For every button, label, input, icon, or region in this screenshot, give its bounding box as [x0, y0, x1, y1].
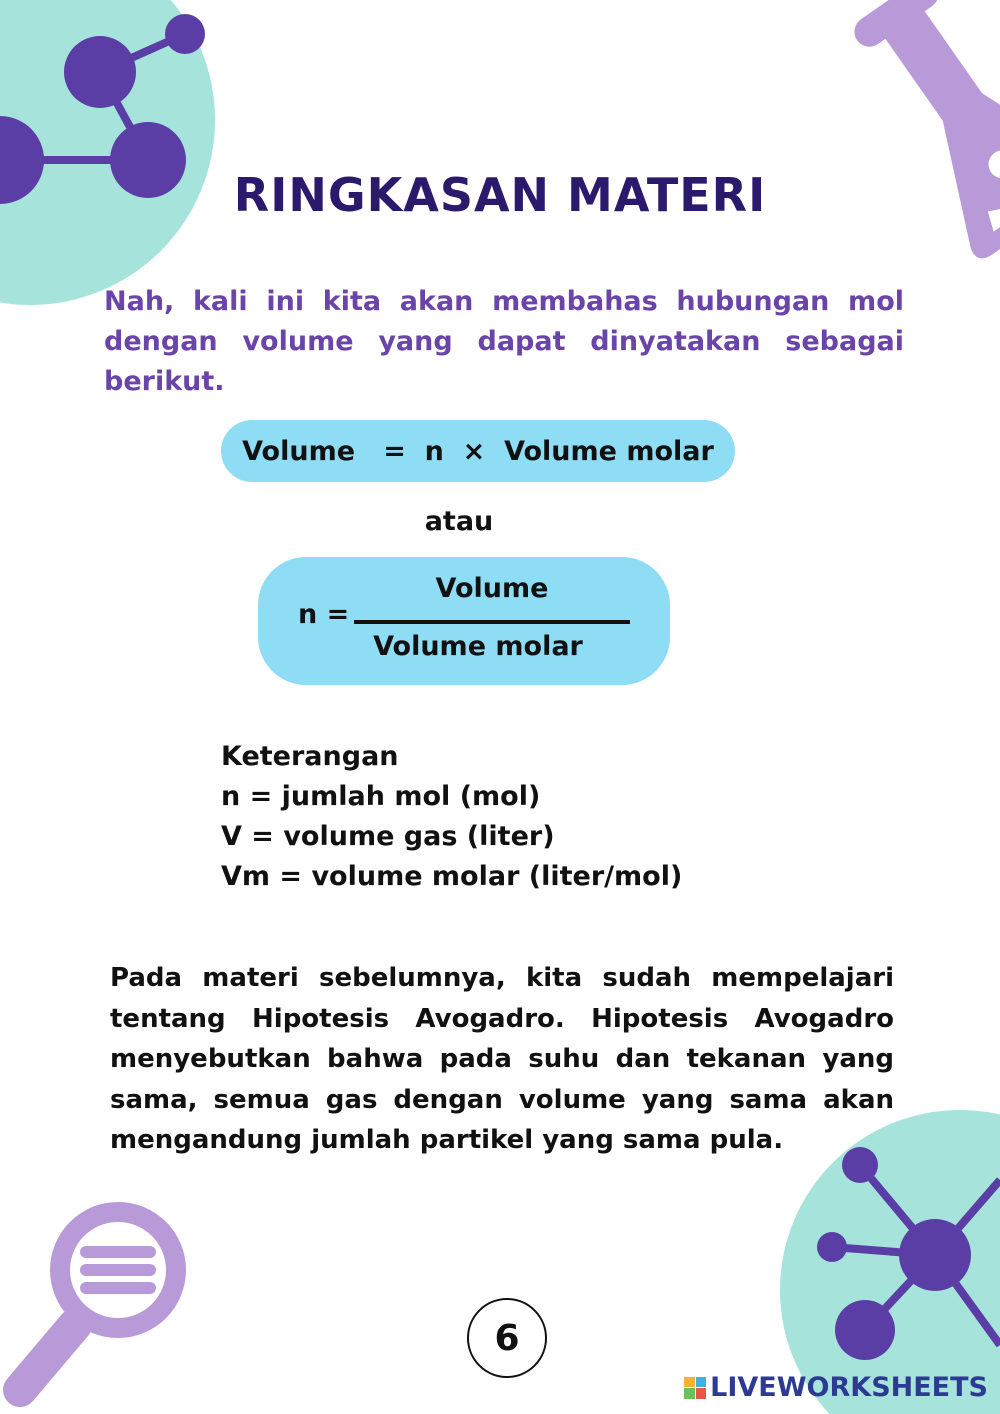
fraction-bar [354, 620, 630, 624]
brand-logo-icon [684, 1377, 706, 1399]
page-number: 6 [467, 1298, 547, 1378]
legend-item: V = volume gas (liter) [221, 821, 555, 852]
legend-heading: Keterangan [221, 741, 399, 772]
brand-watermark [684, 1372, 988, 1403]
fraction-numerator: Volume [435, 573, 549, 604]
formula-mol-fraction [258, 557, 670, 685]
avogadro-paragraph: Pada materi sebelumnya, kita sudah mempelajari tentang Hipotesis Avogadro. Hipotesis Avogadro menyebutkan bahwa pada suhu dan tekanan yang sama, semua gas dengan volume yang sama akan mengandung jumlah partikel yang sama pula. [110, 963, 894, 1155]
page-title: RINGKASAN MATERI [233, 168, 767, 222]
flask-icon [826, 0, 1000, 263]
brand-text: LIVEWORKSHEETS [710, 1372, 988, 1403]
intro-text: Nah, kali ini kita akan membahas hubungan mol dengan volume yang dapat dinyatakan sebagai berikut. [104, 286, 904, 397]
legend [221, 737, 682, 897]
magnifier-icon [20, 1202, 186, 1390]
fraction-lhs: n = [298, 599, 350, 630]
legend-item: n = jumlah mol (mol) [221, 781, 541, 812]
separator-text: atau [424, 506, 494, 537]
fraction-denominator: Volume molar [373, 631, 583, 662]
formula-volume: Volume = n × Volume molar [221, 420, 735, 482]
legend-item: Vm = volume molar (liter/mol) [221, 861, 683, 892]
